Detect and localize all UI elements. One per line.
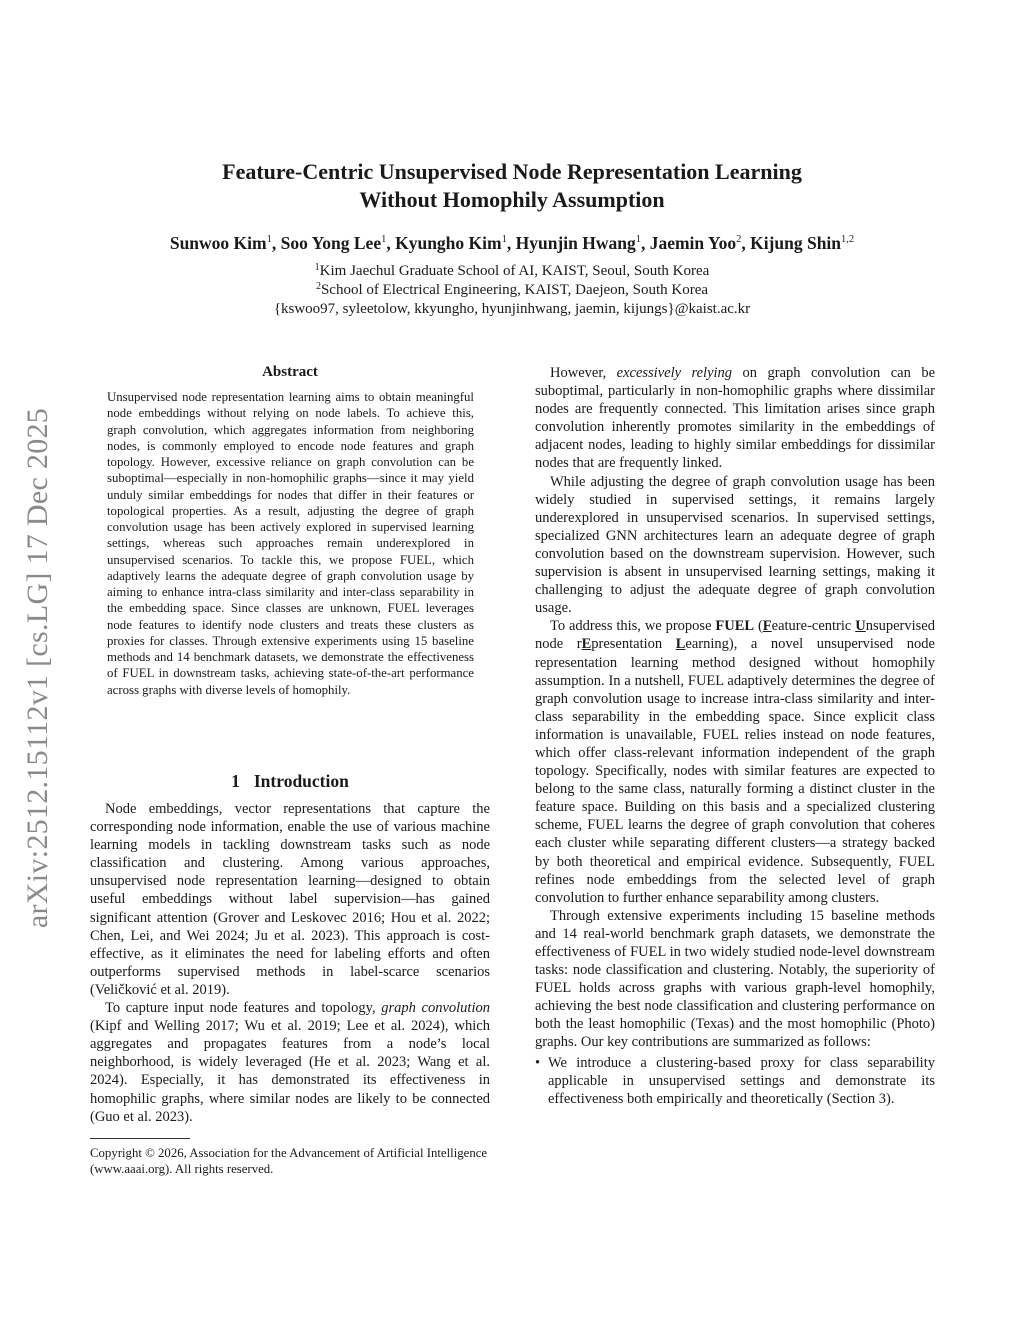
text-run: eature-centric (771, 618, 856, 635)
intro-paragraph-2 (90, 999, 490, 1126)
right-paragraph-1 (535, 364, 935, 473)
paper-title (112, 158, 912, 214)
author-name: Jaemin Yoo (649, 233, 737, 253)
emphasis-term: excessively relying (616, 365, 733, 381)
contributions-list (535, 1054, 935, 1108)
emphasis-term: graph convolution (381, 1000, 490, 1017)
author-affiliation-mark: 1,2 (841, 234, 855, 245)
author-name: Kyungho Kim (395, 233, 502, 253)
list-item-text: We introduce a clustering-based proxy for class separability applicable in unsupervised settings and demonstrate its effectiveness both empirically and theoretically (Section 3). (548, 1054, 935, 1107)
acronym-letter: E (581, 636, 592, 653)
author-emails: {kswoo97, syleetolow, kkyungho, hyunjinhwang, jaemin, kijungs}@kaist.ac.kr (273, 301, 751, 317)
text-run: on graph convolution can be suboptimal, particularly in non-homophilic graphs where dissimilar nodes are frequently connected. This limitation arises since graph convolution inherently promotes similarity in the embeddings of adjacent nodes, leading to highly similar embeddings for dissimilar nodes that are frequently linked. (535, 365, 935, 472)
author-list: Sunwoo Kim$^1$, Soo Yong Lee$^1$, Kyungho Kim$^1$, Hyunjin Hwang$^1$, Jaemin Yoo$^2$, Kijung Shin$^{1,2}$ (169, 233, 855, 253)
author-affiliation-mark: 1 (501, 234, 507, 245)
text-run: (Kipf and Welling 2017; Wu et al. 2019; Lee et al. 2024), which aggregates and propagates features from a node’s local neighborhood, is widely leveraged (He et al. 2023; Wang et al. 2024). Especially, it has demonstrated its effectiveness in homophilic graphs, where similar nodes are likely to be connected (Guo et al. 2023). (90, 1018, 490, 1125)
right-paragraph-4: Through extensive experiments including 15 baseline methods and 14 real-world benchmark graph datasets, we demonstrate the effectiveness of FUEL in two widely studied node-level downstream tasks: node classification and clustering. Notably, the superiority of FUEL holds across graphs with various graph-level homophily, achieving the best node classification and clustering performance on both the least homophilic (Texas) and the most homophilic (Photo) graphs. Our key contributions are summarized as follows: (535, 907, 935, 1051)
affiliation-2 (112, 281, 912, 299)
affiliation-text: Kim Jaechul Graduate School of AI, KAIST, Seoul, South Korea (319, 263, 710, 279)
affiliation-mark: 1 (314, 262, 320, 273)
acronym-letter: U (855, 618, 866, 635)
affiliation-text: School of Electrical Engineering, KAIST, Daejeon, South Korea (320, 282, 709, 298)
intro-paragraph-1: Node embeddings, vector representations that capture the corresponding node information, enable the use of various machine learning models in tackling downstream tasks such as node classification and clustering. Among various approaches, unsupervised node representation learning—designed to obtain useful embeddings without label supervision—has gained significant attention (Grover and Leskovec 2016; Hou et al. 2022; Chen, Lei, and Wei 2024; Ju et al. 2023). This approach is cost-effective, as it eliminates the need for labeling efforts and often outperforms supervised methods in label-scarce scenarios (Veličković et al. 2019). (90, 801, 490, 998)
author-name: Hyunjin Hwang (515, 233, 636, 253)
abstract-text: Unsupervised node representation learning aims to obtain meaningful node embeddings without relying on node labels. To achieve this, graph convolution, which aggregates information from neighboring nodes, is commonly employed to encode node features and graph topology. However, excessive reliance on graph convolution can be suboptimal—especially in non-homophilic graphs—since it may yield unduly similar embeddings for nodes that differ in their features or topological properties. As a result, adjusting the degree of graph convolution usage has been actively explored in supervised learning settings, whereas such approaches remain underexplored in unsupervised scenarios. To tackle this, we propose FUEL, which adaptively learns the adequate degree of graph convolution usage by aiming to enhance intra-class similarity and inter-class separability in the embedding space. Since classes are unknown, FUEL leverages node features to identify node clusters and treats these clusters as proxies for classes. Through extensive experiments using 15 baseline methods and 14 benchmark datasets, we demonstrate the effectiveness of FUEL in downstream tasks, achieving state-of-the-art performance across graphs with diverse levels of homophily. (107, 390, 474, 697)
bullet-icon: • (535, 1054, 541, 1071)
abstract-heading: Abstract (262, 364, 318, 380)
text-run: nsupervised node r (535, 618, 935, 653)
section-number: 1 (231, 771, 240, 791)
author-name: Sunwoo Kim (169, 233, 267, 253)
section-heading-introduction (90, 771, 490, 792)
method-name: FUEL (715, 618, 755, 635)
text-run: To address this, we propose (550, 618, 716, 635)
affiliation-mark: 2 (315, 281, 321, 292)
author-affiliation-mark: 1 (635, 234, 641, 245)
author-affiliation-mark: 1 (381, 234, 387, 245)
author-name: Kijung Shin (750, 233, 842, 253)
text-run: presentation (591, 636, 676, 653)
text-run: ( (754, 618, 763, 635)
author-affiliation-mark: 2 (736, 234, 742, 245)
title-line-1: Feature-Centric Unsupervised Node Representation Learning (222, 159, 802, 184)
text-run: earning), a novel unsupervised node representation learning method designed without homophily assumption. In a nutshell, FUEL adaptively determines the degree of graph convolution usage to increase intra-class similarity and inter-class separability in the embedding space. Since explicit class information is unavailable, FUEL relies instead on node features, which offer class-relevant information independent of the graph topology. Specifically, nodes with similar features are expected to belong to the same class, naturally forming a distinct cluster in the feature space. Building on this basis and a specialized clustering scheme, FUEL learns the degree of graph convolution that coheres each cluster while separating different clusters—a strategy backed by both theoretical and empirical evidence. Subsequently, FUEL refines node embeddings from the selected level of graph convolution to further enhance separability among clusters. (535, 636, 935, 906)
author-name: Soo Yong Lee (280, 233, 382, 253)
acronym-letter: F (762, 618, 772, 635)
arxiv-stamp-text: arXiv:2512.15112v1 [cs.LG] 17 Dec 2025 (21, 407, 54, 928)
text-run: To capture input node features and topology, (105, 1000, 382, 1017)
section-title: Introduction (253, 771, 349, 791)
right-column-text (535, 364, 935, 1108)
title-line-2: Without Homophily Assumption (359, 187, 665, 212)
introduction-text (90, 800, 490, 1126)
footnote-divider (90, 1138, 190, 1139)
list-item (535, 1054, 935, 1108)
acronym-letter: L (675, 636, 686, 653)
right-paragraph-3 (535, 617, 935, 907)
author-affiliation-mark: 1 (266, 234, 272, 245)
right-paragraph-2: While adjusting the degree of graph convolution usage has been widely studied in supervised settings, it remains largely underexplored in unsupervised scenarios. In supervised settings, specialized GNN architectures learn an adequate degree of graph convolution based on the downstream supervision. However, such supervision is absent in unsupervised learning settings, making it challenging to adjust the adequate degree of graph convolution usage. (535, 473, 935, 617)
affiliation-1 (112, 262, 912, 280)
text-run: However, (550, 365, 617, 381)
copyright-notice: Copyright © 2026, Association for the Advancement of Artificial Intelligence (www.aaai.org). All rights reserved. (90, 1146, 488, 1176)
arxiv-stamp (18, 375, 58, 960)
